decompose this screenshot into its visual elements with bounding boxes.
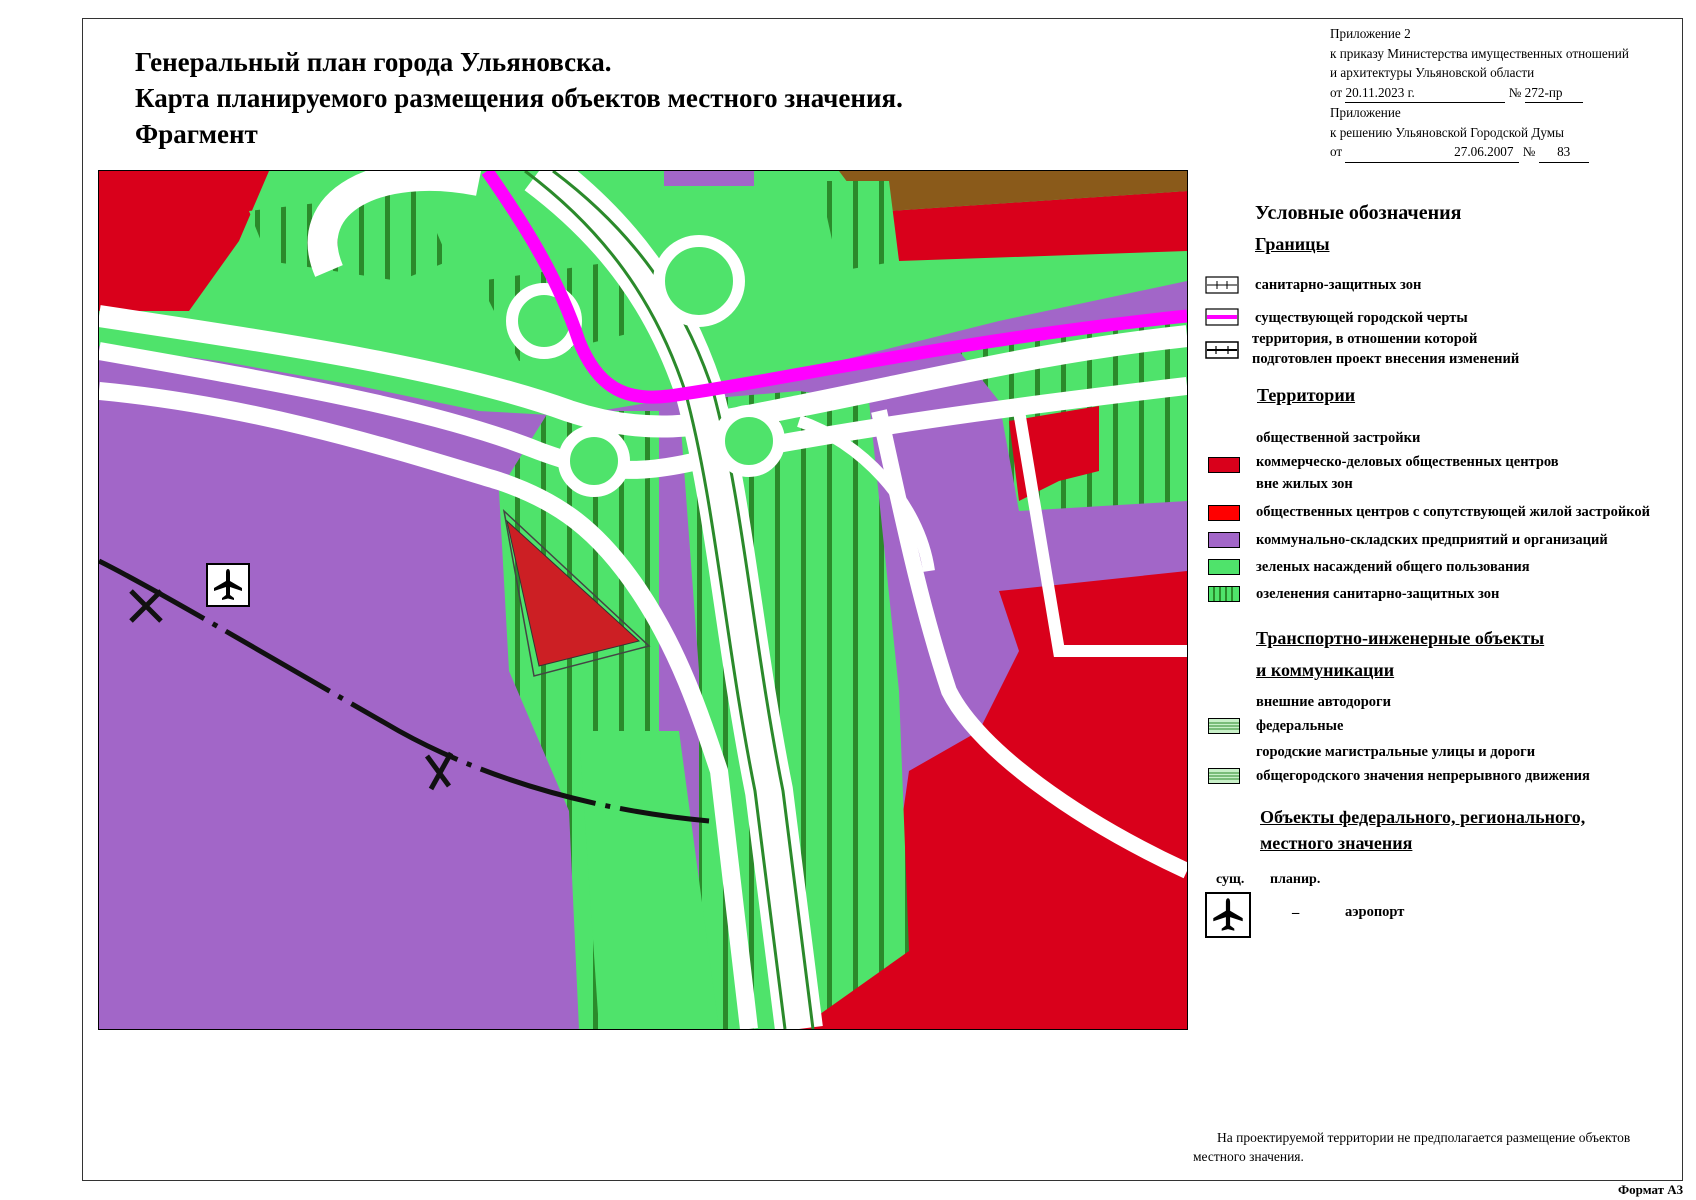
legend-transport-header-2: и коммуникации xyxy=(1256,660,1395,680)
legend-green-sanitary: озеленения санитарно-защитных зон xyxy=(1256,586,1500,602)
airplane-icon[interactable] xyxy=(206,563,250,607)
legend-airplane-glyph xyxy=(1207,894,1249,936)
legend-objects-header-1: Объекты федерального, регионального, xyxy=(1260,807,1586,827)
legend-project-area-line-1: территория, в отношении которой xyxy=(1252,331,1478,347)
legend-boundaries-header: Границы xyxy=(1255,234,1330,254)
approval-line-6: к решению Ульяновской Городской Думы xyxy=(1330,124,1565,140)
map-canvas xyxy=(99,171,1187,1029)
legend-public-buildings: общественной застройки xyxy=(1256,430,1421,446)
approval-line-3: и архитектуры Ульяновской области xyxy=(1330,65,1535,80)
airplane-glyph xyxy=(208,565,248,605)
legend-objects-header-2: местного значения xyxy=(1260,833,1413,853)
legend-external-roads: внешние автодороги xyxy=(1256,694,1391,710)
approval-from-label: от xyxy=(1330,84,1343,100)
approval-line-5: Приложение xyxy=(1330,105,1401,120)
approval-line-2: к приказу Министерства имущественных отношений xyxy=(1330,45,1629,61)
approval-line-1: Приложение 2 xyxy=(1330,26,1411,41)
decision-number: 83 xyxy=(1539,142,1589,163)
title-line-3: Фрагмент xyxy=(135,119,258,149)
loop-south-west xyxy=(564,431,624,491)
legend-transport-header-1: Транспортно-инженерные объекты xyxy=(1256,628,1545,648)
format-label: Формат А3 xyxy=(1618,1182,1684,1197)
decision-from-label: от xyxy=(1330,144,1343,159)
approval-line-7 xyxy=(1330,142,1629,163)
legend-federal: федеральные xyxy=(1256,718,1344,734)
city-street-swatch xyxy=(1208,768,1240,784)
legend-green-public: зеленых насаждений общего пользования xyxy=(1256,559,1530,575)
legend-sanitary-zones: санитарно-защитных зон xyxy=(1255,277,1422,293)
city-line-swatch xyxy=(1205,308,1239,326)
sanitary-zone-swatch xyxy=(1205,276,1239,294)
legend-project-area-line-2: подготовлен проект внесения изменений xyxy=(1252,351,1520,367)
decision-number-label: № xyxy=(1522,144,1536,159)
legend-planned-dash: _ xyxy=(1292,900,1300,916)
communal-zone-top xyxy=(664,171,754,186)
legend-commercial-line-1: коммерческо-деловых общественных центров xyxy=(1256,454,1559,470)
legend-col-planned: планир. xyxy=(1270,872,1321,887)
legend-city-line: существующей городской черты xyxy=(1255,310,1468,326)
legend-col-existing: сущ. xyxy=(1216,872,1245,887)
loop-north-east xyxy=(659,241,739,321)
legend-city-streets-line-1: городские магистральные улицы и дороги xyxy=(1256,744,1536,760)
public-center-swatch xyxy=(1208,505,1240,521)
approval-date: 20.11.2023 г. xyxy=(1345,83,1505,104)
legend-city-streets-line-2: общегородского значения непрерывного движения xyxy=(1256,768,1590,784)
title-line-2: Карта планируемого размещения объектов местного значения. xyxy=(135,83,903,113)
approval-number: 272-пр xyxy=(1525,83,1583,104)
approval-line-4 xyxy=(1330,83,1629,104)
approval-number-label: № xyxy=(1508,84,1522,100)
legend-commercial-line-2: вне жилых зон xyxy=(1256,476,1353,492)
legend-public-centers: общественных центров с сопутствующей жилой застройкой xyxy=(1256,504,1650,520)
footnote: На проектируемой территории не предполагается размещение объектов местного значения. xyxy=(1193,1130,1631,1164)
legend-airport: аэропорт xyxy=(1345,904,1405,920)
project-area-swatch xyxy=(1205,341,1239,359)
green-sanitary-swatch xyxy=(1208,586,1240,602)
loop-south-east xyxy=(719,411,779,471)
communal-swatch xyxy=(1208,532,1240,548)
title-line-1: Генеральный план города Ульяновска. xyxy=(135,47,612,77)
legend-territories-header: Территории xyxy=(1257,385,1356,405)
legend-title: Условные обозначения xyxy=(1255,202,1462,224)
approval-stamp xyxy=(1330,24,1629,163)
commercial-swatch xyxy=(1208,457,1240,473)
legend-airplane-icon xyxy=(1205,892,1251,938)
federal-road-swatch xyxy=(1208,718,1240,734)
map-fragment[interactable] xyxy=(98,170,1188,1030)
decision-date: 27.06.2007 xyxy=(1345,142,1519,163)
legend-communal: коммунально-складских предприятий и организаций xyxy=(1256,532,1608,548)
map-title xyxy=(135,44,903,152)
green-public-swatch xyxy=(1208,559,1240,575)
